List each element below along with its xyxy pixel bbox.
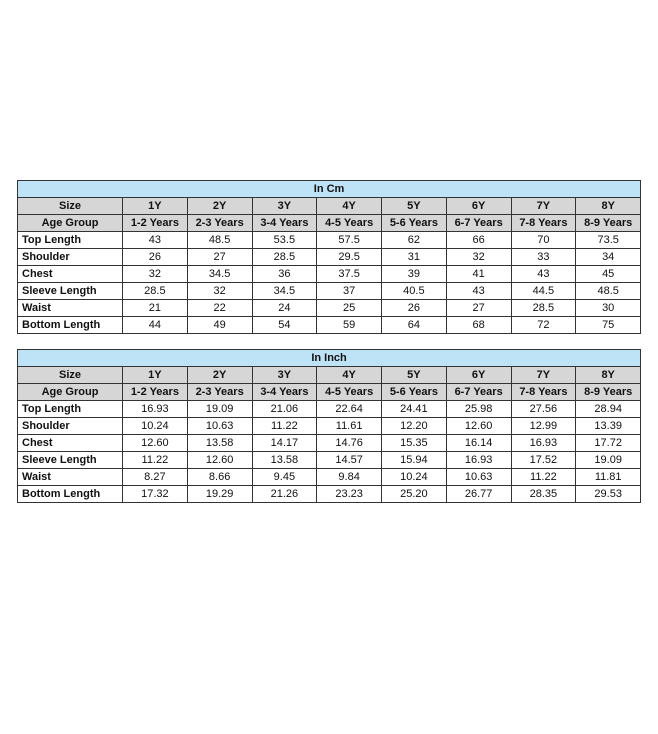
- measurement-value: 10.24: [382, 469, 447, 486]
- measurement-value: 11.22: [252, 418, 317, 435]
- measurement-value: 16.93: [123, 401, 188, 418]
- size-header-cell: 8Y: [576, 198, 641, 215]
- measurement-value: 11.81: [576, 469, 641, 486]
- size-chart-inch-table: [17, 349, 641, 503]
- measurement-value: 26: [123, 249, 188, 266]
- measurement-value: 41: [446, 266, 511, 283]
- age-group-cell: 6-7 Years: [446, 384, 511, 401]
- measurement-value: 37.5: [317, 266, 382, 283]
- age-group-cell: 8-9 Years: [576, 384, 641, 401]
- age-group-cell: 5-6 Years: [382, 384, 447, 401]
- measurement-value: 68: [446, 317, 511, 334]
- measurement-value: 10.63: [187, 418, 252, 435]
- measurement-value: 26.77: [446, 486, 511, 503]
- table-row: [18, 266, 641, 283]
- table-title-row: [18, 181, 641, 198]
- measurement-value: 32: [446, 249, 511, 266]
- measurement-value: 12.20: [382, 418, 447, 435]
- size-header-cell: 7Y: [511, 198, 576, 215]
- size-label: Size: [18, 198, 123, 215]
- size-chart-cm-table: [17, 180, 641, 334]
- measurement-value: 9.45: [252, 469, 317, 486]
- measurement-value: 36: [252, 266, 317, 283]
- age-group-cell: 1-2 Years: [123, 215, 188, 232]
- measurement-value: 29.53: [576, 486, 641, 503]
- size-header-cell: 5Y: [382, 198, 447, 215]
- measurement-value: 14.76: [317, 435, 382, 452]
- measurement-value: 12.99: [511, 418, 576, 435]
- age-group-cell: 7-8 Years: [511, 215, 576, 232]
- measurement-label: Chest: [18, 266, 123, 283]
- measurement-label: Waist: [18, 469, 123, 486]
- measurement-value: 75: [576, 317, 641, 334]
- measurement-value: 16.93: [446, 452, 511, 469]
- age-group-cell: 5-6 Years: [382, 215, 447, 232]
- measurement-value: 12.60: [187, 452, 252, 469]
- measurement-value: 43: [446, 283, 511, 300]
- measurement-value: 72: [511, 317, 576, 334]
- size-header-row: [18, 198, 641, 215]
- measurement-value: 28.35: [511, 486, 576, 503]
- measurement-value: 49: [187, 317, 252, 334]
- measurement-value: 17.72: [576, 435, 641, 452]
- age-group-header-row: [18, 215, 641, 232]
- measurement-label: Shoulder: [18, 249, 123, 266]
- table-row: [18, 486, 641, 503]
- measurement-value: 73.5: [576, 232, 641, 249]
- measurement-value: 17.32: [123, 486, 188, 503]
- age-group-cell: 8-9 Years: [576, 215, 641, 232]
- size-header-row: [18, 367, 641, 384]
- measurement-value: 25: [317, 300, 382, 317]
- measurement-value: 32: [187, 283, 252, 300]
- measurement-label: Sleeve Length: [18, 283, 123, 300]
- measurement-value: 13.39: [576, 418, 641, 435]
- measurement-value: 12.60: [446, 418, 511, 435]
- measurement-value: 19.29: [187, 486, 252, 503]
- measurement-value: 54: [252, 317, 317, 334]
- measurement-value: 32: [123, 266, 188, 283]
- measurement-value: 10.63: [446, 469, 511, 486]
- table-title: In Inch: [18, 350, 641, 367]
- measurement-value: 30: [576, 300, 641, 317]
- age-group-cell: 7-8 Years: [511, 384, 576, 401]
- measurement-value: 25.98: [446, 401, 511, 418]
- measurement-value: 21.06: [252, 401, 317, 418]
- measurement-value: 24: [252, 300, 317, 317]
- measurement-value: 48.5: [187, 232, 252, 249]
- measurement-value: 15.94: [382, 452, 447, 469]
- measurement-value: 19.09: [187, 401, 252, 418]
- measurement-label: Bottom Length: [18, 486, 123, 503]
- age-group-cell: 3-4 Years: [252, 384, 317, 401]
- measurement-value: 16.93: [511, 435, 576, 452]
- measurement-value: 45: [576, 266, 641, 283]
- table-row: [18, 317, 641, 334]
- table-row: [18, 435, 641, 452]
- measurement-value: 21.26: [252, 486, 317, 503]
- measurement-label: Sleeve Length: [18, 452, 123, 469]
- measurement-value: 11.22: [511, 469, 576, 486]
- measurement-value: 15.35: [382, 435, 447, 452]
- measurement-value: 31: [382, 249, 447, 266]
- size-header-cell: 2Y: [187, 367, 252, 384]
- table-row: [18, 232, 641, 249]
- measurement-value: 14.17: [252, 435, 317, 452]
- measurement-value: 53.5: [252, 232, 317, 249]
- age-group-cell: 6-7 Years: [446, 215, 511, 232]
- table-row: [18, 452, 641, 469]
- measurement-value: 62: [382, 232, 447, 249]
- table-row: [18, 418, 641, 435]
- measurement-value: 34.5: [252, 283, 317, 300]
- measurement-label: Top Length: [18, 401, 123, 418]
- measurement-value: 37: [317, 283, 382, 300]
- age-group-header-row: [18, 384, 641, 401]
- measurement-value: 44: [123, 317, 188, 334]
- measurement-value: 34.5: [187, 266, 252, 283]
- measurement-value: 8.27: [123, 469, 188, 486]
- age-group-label: Age Group: [18, 215, 123, 232]
- age-group-cell: 4-5 Years: [317, 215, 382, 232]
- size-header-cell: 3Y: [252, 367, 317, 384]
- age-group-cell: 3-4 Years: [252, 215, 317, 232]
- measurement-value: 33: [511, 249, 576, 266]
- measurement-label: Chest: [18, 435, 123, 452]
- measurement-value: 21: [123, 300, 188, 317]
- measurement-value: 10.24: [123, 418, 188, 435]
- measurement-value: 39: [382, 266, 447, 283]
- measurement-value: 28.5: [123, 283, 188, 300]
- size-header-cell: 7Y: [511, 367, 576, 384]
- measurement-value: 13.58: [252, 452, 317, 469]
- size-header-cell: 2Y: [187, 198, 252, 215]
- table-title: In Cm: [18, 181, 641, 198]
- measurement-value: 66: [446, 232, 511, 249]
- measurement-label: Waist: [18, 300, 123, 317]
- age-group-cell: 1-2 Years: [123, 384, 188, 401]
- table-row: [18, 469, 641, 486]
- measurement-value: 22.64: [317, 401, 382, 418]
- table-row: [18, 401, 641, 418]
- measurement-value: 40.5: [382, 283, 447, 300]
- measurement-value: 28.94: [576, 401, 641, 418]
- measurement-value: 70: [511, 232, 576, 249]
- measurement-label: Top Length: [18, 232, 123, 249]
- table-row: [18, 300, 641, 317]
- size-header-cell: 6Y: [446, 198, 511, 215]
- measurement-value: 19.09: [576, 452, 641, 469]
- size-header-cell: 4Y: [317, 367, 382, 384]
- measurement-value: 59: [317, 317, 382, 334]
- measurement-value: 43: [123, 232, 188, 249]
- measurement-value: 17.52: [511, 452, 576, 469]
- measurement-value: 48.5: [576, 283, 641, 300]
- size-header-cell: 8Y: [576, 367, 641, 384]
- size-header-cell: 1Y: [123, 198, 188, 215]
- size-header-cell: 3Y: [252, 198, 317, 215]
- age-group-cell: 2-3 Years: [187, 215, 252, 232]
- measurement-value: 44.5: [511, 283, 576, 300]
- age-group-cell: 4-5 Years: [317, 384, 382, 401]
- measurement-value: 13.58: [187, 435, 252, 452]
- measurement-value: 16.14: [446, 435, 511, 452]
- size-header-cell: 5Y: [382, 367, 447, 384]
- measurement-value: 34: [576, 249, 641, 266]
- size-header-cell: 6Y: [446, 367, 511, 384]
- measurement-value: 26: [382, 300, 447, 317]
- measurement-value: 23.23: [317, 486, 382, 503]
- measurement-value: 28.5: [252, 249, 317, 266]
- measurement-value: 27.56: [511, 401, 576, 418]
- measurement-value: 27: [187, 249, 252, 266]
- size-header-cell: 4Y: [317, 198, 382, 215]
- measurement-label: Bottom Length: [18, 317, 123, 334]
- measurement-value: 57.5: [317, 232, 382, 249]
- measurement-value: 25.20: [382, 486, 447, 503]
- size-header-cell: 1Y: [123, 367, 188, 384]
- age-group-label: Age Group: [18, 384, 123, 401]
- measurement-label: Shoulder: [18, 418, 123, 435]
- measurement-value: 14.57: [317, 452, 382, 469]
- measurement-value: 28.5: [511, 300, 576, 317]
- measurement-value: 22: [187, 300, 252, 317]
- measurement-value: 43: [511, 266, 576, 283]
- table-row: [18, 283, 641, 300]
- measurement-value: 9.84: [317, 469, 382, 486]
- measurement-value: 29.5: [317, 249, 382, 266]
- measurement-value: 12.60: [123, 435, 188, 452]
- measurement-value: 24.41: [382, 401, 447, 418]
- table-row: [18, 249, 641, 266]
- age-group-cell: 2-3 Years: [187, 384, 252, 401]
- measurement-value: 8.66: [187, 469, 252, 486]
- measurement-value: 11.22: [123, 452, 188, 469]
- size-label: Size: [18, 367, 123, 384]
- measurement-value: 11.61: [317, 418, 382, 435]
- measurement-value: 27: [446, 300, 511, 317]
- table-title-row: [18, 350, 641, 367]
- measurement-value: 64: [382, 317, 447, 334]
